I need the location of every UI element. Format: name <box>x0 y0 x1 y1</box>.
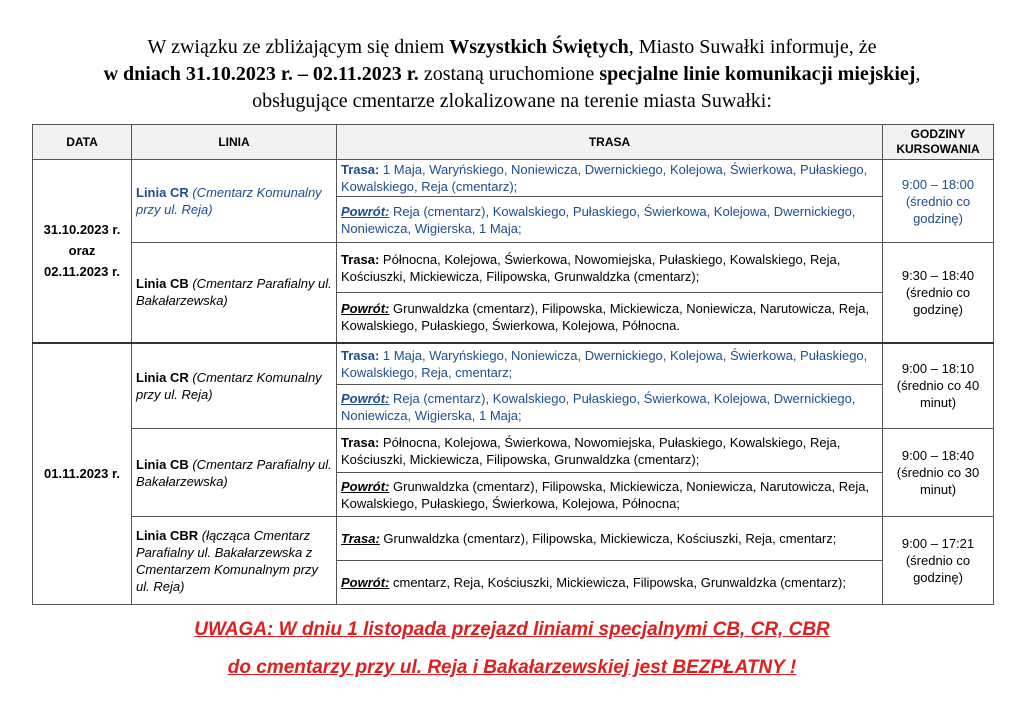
return-label: Powrót: <box>341 301 390 317</box>
hours-cell <box>883 429 994 517</box>
header-route: TRASA <box>337 125 883 160</box>
schedule-table <box>32 124 994 605</box>
header-hours <box>883 125 994 160</box>
hours-cell <box>883 243 994 343</box>
hours-frequency: (średnio co 30 minut) <box>896 465 980 497</box>
warning-line-1: UWAGA: W dniu 1 listopada przejazd liniami specjalnymi CB, CR, CBR <box>194 619 830 640</box>
intro-text <box>0 34 1024 115</box>
intro-line-1 <box>0 34 1024 61</box>
hours-frequency: (średnio co godzinę) <box>905 284 971 317</box>
header-hours-2: KURSOWANIA <box>896 142 980 156</box>
date-31-10: 31.10.2023 r. <box>43 222 121 238</box>
line-desc: (Cmentarz Parafialny ul. Bakałarzewska) <box>136 276 332 309</box>
line-cell-cbr <box>132 517 337 605</box>
line-name: Linia CB <box>136 276 189 292</box>
line-cell-cb <box>132 243 337 343</box>
intro-text-2d: , <box>915 63 921 85</box>
return-text: Grunwaldzka (cmentarz), Filipowska, Mickiewicza, Noniewicza, Narutowicza, Reja, Kowalskiego, Pułaskiego, Świerkowa, Kolejowa, Północna. <box>341 301 870 334</box>
return-cell <box>337 561 883 605</box>
hours-range: 9:00 – 18:10 <box>901 361 975 377</box>
table-header-row <box>33 125 994 160</box>
hours-range: 9:00 – 18:00 <box>901 176 975 192</box>
line-desc: (Cmentarz Parafialny ul. Bakałarzewska) <box>136 456 332 489</box>
line-name: Linia CR <box>136 185 189 200</box>
table-row <box>33 243 994 293</box>
return-label: Powrót: <box>341 390 390 406</box>
return-label: Powrót: <box>341 575 390 590</box>
route-text: 1 Maja, Waryńskiego, Noniewicza, Dwernickiego, Kolejowa, Świerkowa, Pułaskiego, Kowalskiego, Reja (cmentarz); <box>341 162 868 194</box>
hours-frequency: (średnio co godzinę) <box>905 193 971 226</box>
intro-text-1c: , Miasto Suwałki informuje, że <box>628 36 877 58</box>
date-oraz: oraz <box>68 243 96 259</box>
hours-range: 9:00 – 18:40 <box>901 448 975 463</box>
route-text: Północna, Kolejowa, Świerkowa, Nowomiejska, Pułaskiego, Kowalskiego, Reja, Kościuszki, Mickiewicza, Filipowska, Grunwaldzka (cmentarz); <box>341 251 841 284</box>
intro-line-3: obsługujące cmentarze zlokalizowane na terenie miasta Suwałki: <box>252 90 772 112</box>
return-text: Reja (cmentarz), Kowalskiego, Pułaskiego, Świerkowa, Kolejowa, Dwernickiego, Noniewicza, Wigierska, 1 Maja; <box>341 390 856 423</box>
header-hours-1: GODZINY <box>910 127 966 141</box>
route-label: Trasa: <box>341 251 380 267</box>
hours-frequency: (średnio co godzinę) <box>905 553 971 585</box>
hours-cell <box>883 343 994 429</box>
hours-range: 9:30 – 18:40 <box>901 267 975 283</box>
table-row <box>33 429 994 473</box>
hours-cell <box>883 160 994 243</box>
route-cell <box>337 429 883 473</box>
line-cell-cr <box>132 160 337 243</box>
route-label: Trasa: <box>341 347 380 363</box>
intro-text-2b: zostaną uruchomione <box>418 63 600 85</box>
route-cell <box>337 160 883 197</box>
hours-cell <box>883 517 994 605</box>
return-text: Reja (cmentarz), Kowalskiego, Pułaskiego, Świerkowa, Kolejowa, Dwernickiego, Noniewicza, Wigierska, 1 Maja; <box>341 203 856 236</box>
date-01-11: 01.11.2023 r. <box>44 466 120 482</box>
date-cell-block1 <box>33 160 132 343</box>
hours-range: 9:00 – 17:21 <box>901 536 975 551</box>
return-text: cmentarz, Reja, Kościuszki, Mickiewicza, Filipowska, Grunwaldzka (cmentarz); <box>389 575 846 590</box>
intro-dates: w dniach 31.10.2023 r. – 02.11.2023 r. <box>103 63 419 85</box>
return-text: Grunwaldzka (cmentarz), Filipowska, Mickiewicza, Noniewicza, Narutowicza, Reja, Kowalskiego, Pułaskiego, Świerkowa, Kolejowa, Północna; <box>341 478 870 511</box>
intro-line-2 <box>0 61 1024 88</box>
return-cell <box>337 293 883 343</box>
header-line: LINIA <box>132 125 337 160</box>
route-text: Grunwaldzka (cmentarz), Filipowska, Mickiewicza, Kościuszki, Reja, cmentarz; <box>379 531 837 546</box>
intro-special-lines: specjalne linie komunikacji miejskiej <box>599 63 916 85</box>
intro-text-1a: W związku ze zbliżającym się dniem <box>147 36 450 58</box>
route-cell <box>337 343 883 385</box>
intro-holiday: Wszystkich Świętych <box>449 36 629 58</box>
line-name: Linia CB <box>136 456 189 472</box>
route-cell <box>337 517 883 561</box>
return-cell <box>337 385 883 429</box>
line-cell-cb <box>132 429 337 517</box>
route-label: Trasa: <box>341 531 380 546</box>
line-desc: (łącząca Cmentarz Parafialny ul. Bakałarzewska z Cmentarzem Komunalnym przy ul. Reja) <box>136 527 319 594</box>
date-02-11: 02.11.2023 r. <box>44 264 120 280</box>
route-text: Północna, Kolejowa, Świerkowa, Nowomiejska, Pułaskiego, Kowalskiego, Reja, Kościuszki, Mickiewicza, Filipowska, Grunwaldzka (cmentarz); <box>341 434 841 467</box>
line-name: Linia CR <box>136 369 189 385</box>
route-text: 1 Maja, Waryńskiego, Noniewicza, Dwernickiego, Kolejowa, Świerkowa, Pułaskiego, Kowalskiego, Reja, cmentarz; <box>341 347 868 380</box>
route-label: Trasa: <box>341 162 380 177</box>
route-cell <box>337 243 883 293</box>
line-name: Linia CBR <box>136 527 199 543</box>
warning-line-2: do cmentarzy przy ul. Reja i Bakałarzewskiej jest BEZPŁATNY ! <box>227 657 797 678</box>
table-row <box>33 517 994 561</box>
return-cell <box>337 473 883 517</box>
line-cell-cr <box>132 343 337 429</box>
header-date: DATA <box>33 125 132 160</box>
route-label: Trasa: <box>341 434 380 450</box>
return-label: Powrót: <box>341 478 390 494</box>
table-row <box>33 343 994 385</box>
line-desc: (Cmentarz Komunalny przy ul. Reja) <box>136 185 322 217</box>
table-row <box>33 160 994 197</box>
hours-frequency: (średnio co 40 minut) <box>896 378 980 411</box>
return-cell <box>337 197 883 243</box>
date-cell-block2 <box>33 343 132 605</box>
line-desc: (Cmentarz Komunalny przy ul. Reja) <box>136 369 322 402</box>
return-label: Powrót: <box>341 203 390 219</box>
